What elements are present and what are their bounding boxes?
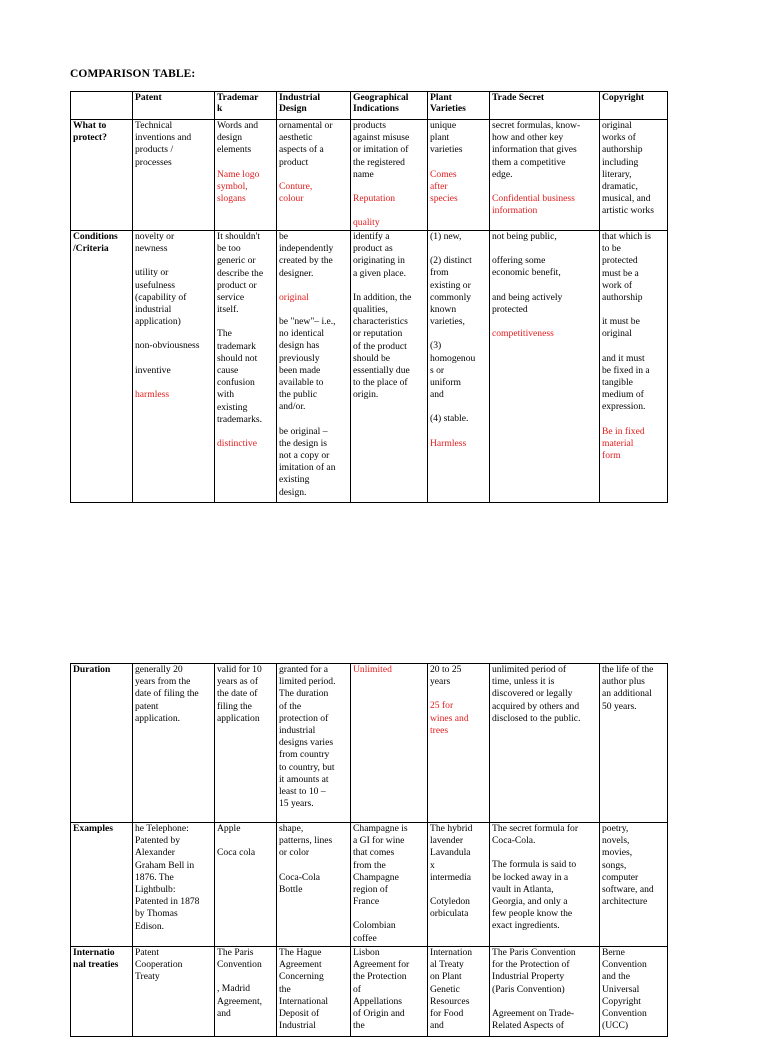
paragraph-gap bbox=[217, 426, 274, 438]
cell-text: be "new"– i.e., no identical design has previously been made available to the public and/or. bbox=[279, 316, 336, 413]
comparison-table-part-2 bbox=[70, 663, 668, 1037]
cell-text: it must be original bbox=[602, 316, 640, 340]
cell-treaties-industrial-design bbox=[277, 947, 351, 1037]
cell-text: granted for a limited period. The duration of the protection of industrial designs varies from country to country, but it amounts at least to 10 – 15 years. bbox=[279, 664, 336, 810]
cell-text: , Madrid Agreement, and bbox=[217, 983, 263, 1019]
cell-text: offering some economic benefit, bbox=[492, 255, 561, 279]
cell-treaties-geographical-indications bbox=[351, 947, 428, 1037]
cell-text: unlimited period of time, unless it is discovered or legally acquired by others and disclosed to the public. bbox=[492, 664, 581, 724]
cell-text: Coca cola bbox=[217, 847, 256, 859]
paragraph-gap bbox=[430, 884, 487, 896]
cell-text: the life of the author plus an additional 50 years. bbox=[602, 664, 654, 712]
paragraph-gap bbox=[430, 688, 487, 700]
cell-text: The secret formula for Coca-Cola. bbox=[492, 823, 579, 847]
highlighted-note: Unlimited bbox=[353, 664, 392, 675]
highlighted-note: competitiveness bbox=[492, 328, 554, 340]
cell-what-to-protect-geographical-indications bbox=[351, 120, 428, 231]
cell-text: Cotyledon orbiculata bbox=[430, 896, 470, 920]
cell-text: and being actively protected bbox=[492, 291, 563, 315]
cell-text: Agreement on Trade- Related Aspects of bbox=[492, 1007, 575, 1032]
cell-text: (2) distinct from existing or commonly known varieties, bbox=[430, 255, 472, 328]
cell-what-to-protect-copyright bbox=[600, 120, 668, 231]
cell-duration-copyright bbox=[600, 664, 668, 823]
cell-text: be independently created by the designer. bbox=[279, 231, 334, 279]
paragraph-gap bbox=[492, 243, 597, 255]
cell-duration-trade-secret bbox=[490, 664, 600, 823]
cell-text: not being public, bbox=[492, 231, 557, 242]
cell-text: The Paris Convention for the Protection of Industrial Property (Paris Convention) bbox=[492, 947, 576, 995]
paragraph-gap bbox=[353, 280, 425, 292]
cell-treaties-patent bbox=[133, 947, 215, 1037]
cell-text: novelty or newness bbox=[135, 231, 175, 255]
column-header-trade-secret: Trade Secret bbox=[490, 92, 600, 120]
paragraph-gap bbox=[492, 280, 597, 292]
cell-text: unique plant varieties bbox=[430, 120, 463, 156]
cell-text: be original – the design is not a copy or imitation of an existing design. bbox=[279, 425, 336, 498]
cell-text: It shouldn't be too generic or describe the product or service itself. bbox=[217, 231, 264, 316]
cell-text: non-obviousness bbox=[135, 340, 200, 352]
paragraph-gap bbox=[279, 304, 348, 316]
cell-text: and it must be fixed in a tangible medium of expression. bbox=[602, 352, 650, 413]
cell-text: utility or usefulness (capability of industrial application) bbox=[135, 267, 187, 328]
cell-text: 20 to 25 years bbox=[430, 664, 462, 688]
cell-text: Words and design elements bbox=[217, 120, 259, 156]
paragraph-gap bbox=[217, 971, 274, 983]
cell-conditions-patent bbox=[133, 231, 215, 503]
highlighted-note: Harmless bbox=[430, 437, 467, 449]
cell-conditions-copyright bbox=[600, 231, 668, 503]
highlighted-note: Name logo symbol, slogans bbox=[217, 168, 260, 205]
paragraph-gap bbox=[602, 341, 665, 353]
paragraph-gap bbox=[492, 996, 597, 1008]
paragraph-gap bbox=[135, 328, 212, 340]
cell-text: Coca-Cola Bottle bbox=[279, 871, 321, 895]
header-corner-cell bbox=[71, 92, 133, 120]
cell-text: (3) homogenou s or uniform and bbox=[430, 340, 476, 401]
highlighted-note: Conture, colour bbox=[279, 180, 313, 205]
column-header-industrial-design: Industrial Design bbox=[277, 92, 351, 120]
cell-treaties-trade-secret bbox=[490, 947, 600, 1037]
paragraph-gap bbox=[430, 401, 487, 413]
paragraph-gap bbox=[430, 426, 487, 438]
cell-duration-geographical-indications bbox=[351, 664, 428, 823]
cell-text: The hybrid lavender Lavandula x intermedia bbox=[430, 823, 473, 883]
column-header-patent: Patent bbox=[133, 92, 215, 120]
column-header-trademark: Trademar k bbox=[215, 92, 277, 120]
cell-treaties-copyright bbox=[600, 947, 668, 1037]
cell-text: shape, patterns, lines or color bbox=[279, 823, 333, 859]
row-label-examples: Examples bbox=[71, 823, 133, 947]
paragraph-gap bbox=[135, 353, 212, 365]
cell-text: that which is to be protected must be a work of authorship bbox=[602, 231, 652, 304]
paragraph-gap bbox=[279, 169, 348, 181]
cell-text: (1) new, bbox=[430, 231, 462, 242]
table-row-duration bbox=[71, 664, 668, 823]
cell-examples-plant-varieties bbox=[428, 823, 490, 947]
cell-text: poetry, novels, movies, songs, computer software, and architecture bbox=[602, 823, 654, 908]
cell-text: ornamental or aesthetic aspects of a product bbox=[279, 120, 333, 168]
row-label-international-treaties: Internatio nal treaties bbox=[71, 947, 133, 1037]
paragraph-gap bbox=[279, 280, 348, 292]
cell-duration-plant-varieties bbox=[428, 664, 490, 823]
row-label-conditions-criteria: Conditions /Criteria bbox=[71, 231, 133, 503]
highlighted-note: quality bbox=[353, 217, 380, 229]
cell-conditions-industrial-design bbox=[277, 231, 351, 503]
paragraph-gap bbox=[492, 316, 597, 328]
cell-duration-industrial-design bbox=[277, 664, 351, 823]
cell-examples-trademark bbox=[215, 823, 277, 947]
cell-text: The Hague Agreement Concerning the International Deposit of Industrial bbox=[279, 947, 329, 1032]
highlighted-note: distinctive bbox=[217, 438, 257, 450]
paragraph-gap bbox=[430, 157, 487, 169]
table-row-what-to-protect bbox=[71, 120, 668, 231]
cell-text: secret formulas, know- how and other key information that gives them a competitive edge. bbox=[492, 120, 581, 180]
cell-text: original works of authorship including literary, dramatic, musical, and artistic works bbox=[602, 120, 654, 217]
cell-text: The formula is said to be locked away in a vault in Atlanta, Georgia, and only a few people know the exact ingredients. bbox=[492, 859, 577, 932]
paragraph-gap bbox=[279, 860, 348, 872]
highlighted-note: 25 for wines and trees bbox=[430, 700, 469, 736]
cell-duration-patent bbox=[133, 664, 215, 823]
cell-text: Champagne is a GI for wine that comes from the Champagne region of France bbox=[353, 823, 408, 908]
page-heading: COMPARISON TABLE: bbox=[70, 68, 196, 80]
paragraph-gap bbox=[217, 835, 274, 847]
table-row-examples bbox=[71, 823, 668, 947]
cell-conditions-trademark bbox=[215, 231, 277, 503]
cell-text: inventive bbox=[135, 364, 171, 376]
header-row bbox=[71, 92, 668, 120]
cell-text: The Paris Convention bbox=[217, 947, 262, 971]
cell-conditions-geographical-indications bbox=[351, 231, 428, 503]
cell-examples-industrial-design bbox=[277, 823, 351, 947]
paragraph-gap bbox=[217, 157, 274, 169]
cell-what-to-protect-patent bbox=[133, 120, 215, 231]
paragraph-gap bbox=[279, 414, 348, 426]
paragraph-gap bbox=[217, 316, 274, 328]
cell-text: valid for 10 years as of the date of filing the application bbox=[217, 664, 262, 724]
row-label-duration: Duration bbox=[71, 664, 133, 823]
column-header-copyright: Copyright bbox=[600, 92, 668, 120]
cell-text: identify a product as originating in a given place. bbox=[353, 231, 407, 279]
cell-text: The trademark should not cause confusion with existing trademarks. bbox=[217, 328, 263, 425]
cell-text: Apple bbox=[217, 823, 241, 834]
highlighted-note: Comes after species bbox=[430, 168, 458, 205]
highlighted-note: original bbox=[279, 291, 309, 303]
table-row-international-treaties bbox=[71, 947, 668, 1037]
paragraph-gap bbox=[602, 414, 665, 426]
comparison-table-part-1 bbox=[70, 91, 668, 503]
cell-text: Internation al Treaty on Plant Genetic Resources for Food and bbox=[430, 947, 473, 1032]
highlighted-note: Be in fixed material form bbox=[602, 425, 645, 462]
paragraph-gap bbox=[353, 181, 425, 193]
cell-text: he Telephone: Patented by Alexander Graham Bell in 1876. The Lightbulb: Patented in 1878 by Thomas Edison. bbox=[135, 823, 200, 932]
paragraph-gap bbox=[430, 328, 487, 340]
paragraph-gap bbox=[430, 243, 487, 255]
cell-text: Technical inventions and products / processes bbox=[135, 120, 192, 168]
cell-conditions-plant-varieties bbox=[428, 231, 490, 503]
cell-examples-geographical-indications bbox=[351, 823, 428, 947]
cell-examples-trade-secret bbox=[490, 823, 600, 947]
cell-what-to-protect-trademark bbox=[215, 120, 277, 231]
table-row-conditions-criteria bbox=[71, 231, 668, 503]
cell-what-to-protect-plant-varieties bbox=[428, 120, 490, 231]
cell-text: Patent Cooperation Treaty bbox=[135, 947, 183, 983]
paragraph-gap bbox=[353, 205, 425, 217]
cell-conditions-trade-secret bbox=[490, 231, 600, 503]
cell-treaties-trademark bbox=[215, 947, 277, 1037]
row-label-what-to-protect: What to protect? bbox=[71, 120, 133, 231]
cell-text: In addition, the qualities, characteristics or reputation of the product should be essentially due to the place of origin. bbox=[353, 291, 412, 401]
highlighted-note: Confidential business information bbox=[492, 193, 575, 217]
cell-what-to-protect-industrial-design bbox=[277, 120, 351, 231]
cell-text: Berne Convention and the Universal Copyright Convention (UCC) bbox=[602, 947, 647, 1032]
cell-what-to-protect-trade-secret bbox=[490, 120, 600, 231]
cell-text: Colombian coffee bbox=[353, 920, 396, 944]
cell-text: products against misuse or imitation of the registered name bbox=[353, 120, 410, 180]
paragraph-gap bbox=[492, 181, 597, 193]
column-header-geographical-indications: Geographical Indications bbox=[351, 92, 428, 120]
paragraph-gap bbox=[602, 304, 665, 316]
highlighted-note: Reputation bbox=[353, 193, 396, 205]
cell-text: generally 20 years from the date of filing the patent application. bbox=[135, 664, 199, 724]
paragraph-gap bbox=[135, 255, 212, 267]
cell-duration-trademark bbox=[215, 664, 277, 823]
cell-treaties-plant-varieties bbox=[428, 947, 490, 1037]
highlighted-note: harmless bbox=[135, 388, 170, 400]
cell-text: Lisbon Agreement for the Protection of Appellations of Origin and the bbox=[353, 947, 410, 1032]
cell-examples-copyright bbox=[600, 823, 668, 947]
cell-text: (4) stable. bbox=[430, 413, 469, 425]
paragraph-gap bbox=[135, 377, 212, 389]
cell-examples-patent bbox=[133, 823, 215, 947]
paragraph-gap bbox=[492, 847, 597, 859]
paragraph-gap bbox=[353, 908, 425, 920]
column-header-plant-varieties: Plant Varieties bbox=[428, 92, 490, 120]
